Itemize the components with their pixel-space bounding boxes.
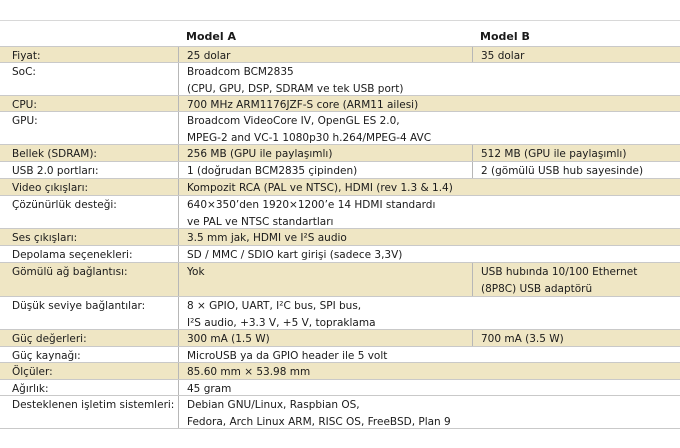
value-line: (8P8C) USB adaptörü: [481, 282, 593, 295]
table-row: [0, 329, 680, 346]
row-label: Güç kaynağı:: [12, 350, 81, 362]
model-a-value: [178, 96, 680, 111]
value-line: MicroUSB ya da GPIO header ile 5 volt: [187, 350, 388, 362]
header-row: [0, 20, 680, 46]
row-label: USB 2.0 portları:: [12, 165, 99, 177]
table-row: [0, 379, 680, 395]
value-line: 2 (gömülü USB hub sayesinde): [481, 165, 644, 177]
value-line: 8 × GPIO, UART, I²C bus, SPI bus,: [187, 300, 362, 312]
row-label: Fiyat:: [12, 50, 41, 62]
model-b-value: [472, 263, 680, 296]
row-label: GPU:: [12, 115, 38, 127]
table-row: [0, 95, 680, 111]
model-a-value: [178, 347, 680, 362]
table-row: [0, 195, 680, 228]
table-row: [0, 228, 680, 245]
table-row: [0, 362, 680, 379]
model-b-value: [472, 47, 680, 62]
table-row: [0, 245, 680, 262]
value-line: 256 MB (GPU ile paylaşımlı): [187, 148, 333, 160]
model-a-value: [178, 297, 680, 329]
model-a-value: [178, 162, 472, 178]
value-line: I²S audio, +3.3 V, +5 V, topraklama: [187, 316, 376, 329]
row-label: Ağırlık:: [12, 383, 49, 395]
row-label: Çözünürlük desteği:: [12, 199, 117, 211]
value-line: ve PAL ve NTSC standartları: [187, 215, 334, 228]
value-line: 512 MB (GPU ile paylaşımlı): [481, 148, 627, 160]
value-line: 45 gram: [187, 383, 232, 395]
model-a-value: [178, 396, 680, 428]
row-label: Ses çıkışları:: [12, 232, 78, 244]
row-label: Depolama seçenekleri:: [12, 249, 133, 261]
value-line: 3.5 mm jak, HDMI ve I²S audio: [187, 232, 347, 244]
value-line: Debian GNU/Linux, Raspbian OS,: [187, 399, 360, 411]
value-line: (CPU, GPU, DSP, SDRAM ve tek USB port): [187, 82, 404, 95]
table-row: [0, 46, 680, 62]
value-line: 1 (doğrudan BCM2835 çipinden): [187, 165, 358, 177]
model-a-value: [178, 196, 680, 228]
model-a-value: [178, 63, 680, 95]
value-line: Kompozit RCA (PAL ve NTSC), HDMI (rev 1.3 & 1.4): [187, 182, 453, 194]
model-a-value: [178, 47, 472, 62]
value-line: 700 mA (3.5 W): [481, 333, 564, 345]
model-a-value: [178, 112, 680, 144]
model-a-value: [178, 380, 680, 395]
value-line: 700 MHz ARM1176JZF-S core (ARM11 ailesi): [187, 99, 419, 111]
value-line: MPEG-2 and VC-1 1080p30 h.264/MPEG-4 AVC: [187, 131, 432, 144]
table-row: [0, 296, 680, 329]
row-label: Düşük seviye bağlantılar:: [12, 300, 146, 312]
table-body: [0, 46, 680, 428]
model-b-value: [472, 162, 680, 178]
value-line: USB hubında 10/100 Ethernet: [481, 266, 638, 278]
spec-table: [0, 20, 680, 429]
model-a-value: [178, 363, 680, 379]
row-label: Video çıkışları:: [12, 182, 89, 194]
value-line: 640×350’den 1920×1200’e 14 HDMI standardı: [187, 199, 436, 211]
model-a-value: [178, 179, 680, 195]
row-label: Ölçüler:: [12, 366, 53, 378]
row-label: Gömülü ağ bağlantısı:: [12, 266, 128, 278]
table-bottom-rule: [0, 428, 680, 429]
table-row: [0, 178, 680, 195]
table-row: [0, 62, 680, 95]
table-row: [0, 111, 680, 144]
model-a-value: [178, 246, 680, 262]
row-label: Güç değerleri:: [12, 333, 87, 345]
header-empty-cell: [0, 21, 178, 46]
table-row: [0, 346, 680, 362]
table-row: [0, 395, 680, 428]
value-line: Yok: [187, 266, 205, 278]
model-a-value: [178, 145, 472, 161]
value-line: Broadcom BCM2835: [187, 66, 294, 78]
value-line: Fedora, Arch Linux ARM, RISC OS, FreeBSD, Plan 9: [187, 415, 451, 428]
row-label: Desteklenen işletim sistemleri:: [12, 399, 175, 411]
value-line: 85.60 mm × 53.98 mm: [187, 366, 311, 378]
table-row: [0, 144, 680, 161]
row-label: Bellek (SDRAM):: [12, 148, 97, 160]
row-label: CPU:: [12, 99, 37, 111]
model-b-value: [472, 330, 680, 346]
model-a-value: [178, 263, 472, 296]
model-a-value: [178, 229, 680, 245]
row-label: SoC:: [12, 66, 36, 78]
header-model-a: Model A: [186, 30, 236, 43]
model-a-value: [178, 330, 472, 346]
value-line: 35 dolar: [481, 50, 525, 62]
table-row: [0, 262, 680, 296]
value-line: 25 dolar: [187, 50, 231, 62]
table-row: [0, 161, 680, 178]
value-line: SD / MMC / SDIO kart girişi (sadece 3,3V): [187, 249, 403, 261]
value-line: 300 mA (1.5 W): [187, 333, 270, 345]
value-line: Broadcom VideoCore IV, OpenGL ES 2.0,: [187, 115, 400, 127]
header-model-b: Model B: [480, 30, 530, 43]
model-b-value: [472, 145, 680, 161]
